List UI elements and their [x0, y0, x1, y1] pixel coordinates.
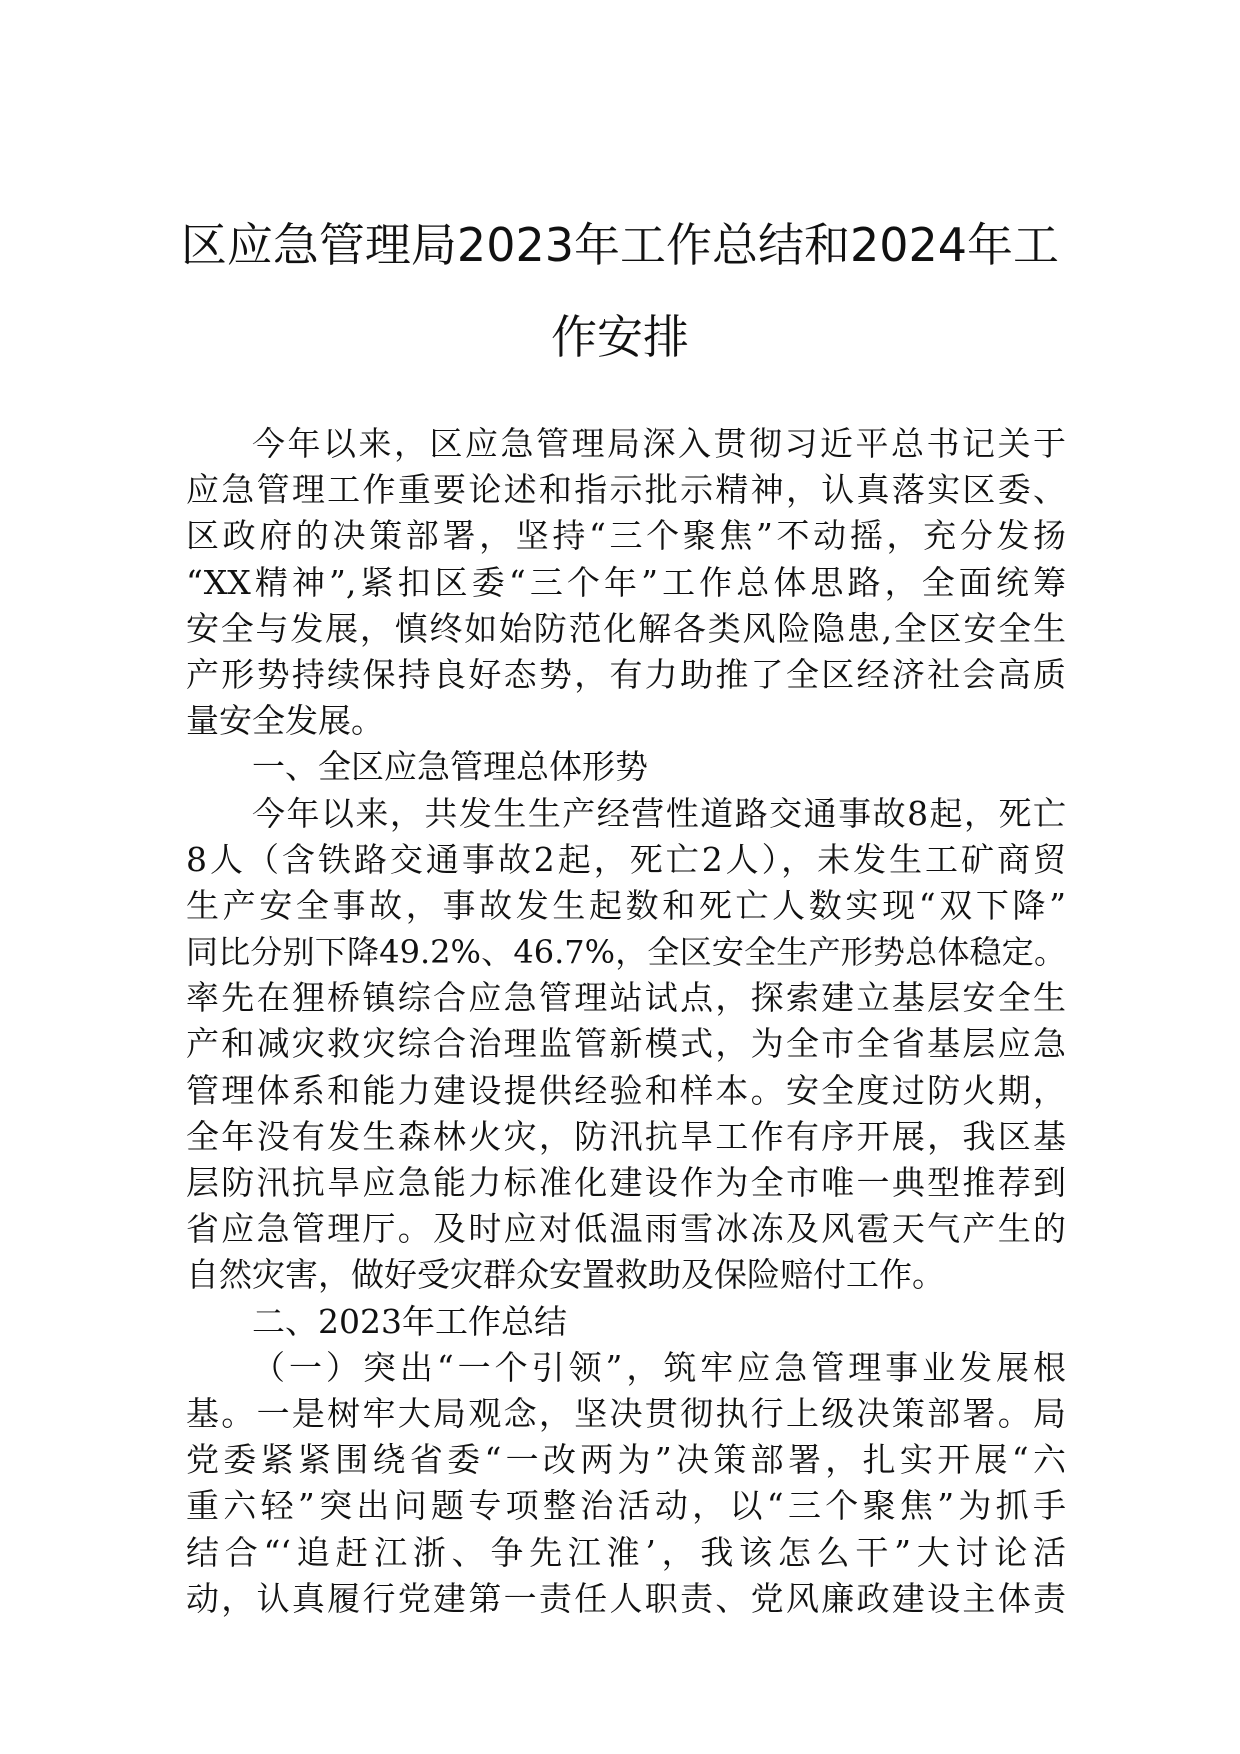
body-line: 今年以来，共发生生产经营性道路交通事故8起，死亡 — [252, 793, 1066, 833]
body-line: 应急管理工作重要论述和指示批示精神，认真落实区委、 — [186, 470, 1066, 510]
body-line: 量安全发展。 — [186, 701, 384, 741]
body-line: 产和减灾救灾综合治理监管新模式，为全市全省基层应急 — [186, 1024, 1066, 1064]
body-line: 结合“‘追赶江浙、争先江淮’，我该怎么干”大讨论活 — [186, 1532, 1066, 1572]
body-line: 率先在狸桥镇综合应急管理站试点，探索建立基层安全生 — [186, 978, 1066, 1018]
body-line: 重六轻”突出问题专项整治活动，以“三个聚焦”为抓手 — [186, 1486, 1066, 1526]
body-line: 安全与发展，慎终如始防范化解各类风险隐患,全区安全生 — [186, 608, 1066, 648]
body-line: 全年没有发生森林火灾，防汛抗旱工作有序开展，我区基 — [186, 1116, 1066, 1156]
body-line: （一）突出“一个引领”，筑牢应急管理事业发展根 — [252, 1347, 1066, 1387]
body-line: 今年以来，区应急管理局深入贯彻习近平总书记关于 — [252, 424, 1066, 463]
body-line: “XX精神”,紧扣区委“三个年”工作总体思路，全面统筹 — [186, 562, 1066, 602]
body-line: 生产安全事故，事故发生起数和死亡人数实现“双下降” — [186, 885, 1066, 925]
body-line: 省应急管理厅。及时应对低温雨雪冰冻及风雹天气产生的 — [186, 1209, 1066, 1249]
document-body — [186, 421, 1066, 1622]
body-line: 区政府的决策部署，坚持“三个聚焦”不动摇，充分发扬 — [186, 516, 1066, 556]
body-line: 党委紧紧围绕省委“一改两为”决策部署，扎实开展“六 — [186, 1440, 1066, 1480]
body-line: 同比分别下降49.2%、46.7%，全区安全生产形势总体稳定。 — [186, 933, 1066, 972]
body-line: 一、全区应急管理总体形势 — [252, 747, 648, 787]
body-line: 8人（含铁路交通事故2起，死亡2人），未发生工矿商贸 — [186, 839, 1066, 879]
body-line: 自然灾害，做好受灾群众安置救助及保险赔付工作。 — [186, 1255, 945, 1295]
body-line: 基。一是树牢大局观念，坚决贯彻执行上级决策部署。局 — [186, 1393, 1066, 1433]
body-line: 动，认真履行党建第一责任人职责、党风廉政建设主体责 — [186, 1578, 1066, 1618]
body-line: 管理体系和能力建设提供经验和样本。安全度过防火期， — [186, 1070, 1066, 1110]
body-line: 层防汛抗旱应急能力标准化建设作为全市唯一典型推荐到 — [186, 1163, 1066, 1202]
document-title-line-2: 作安排 — [551, 310, 689, 364]
body-line: 产形势持续保持良好态势，有力助推了全区经济社会高质 — [186, 654, 1066, 694]
document-title-line-1: 区应急管理局2023年工作总结和2024年工 — [180, 218, 1060, 272]
body-line: 二、2023年工作总结 — [252, 1301, 567, 1341]
